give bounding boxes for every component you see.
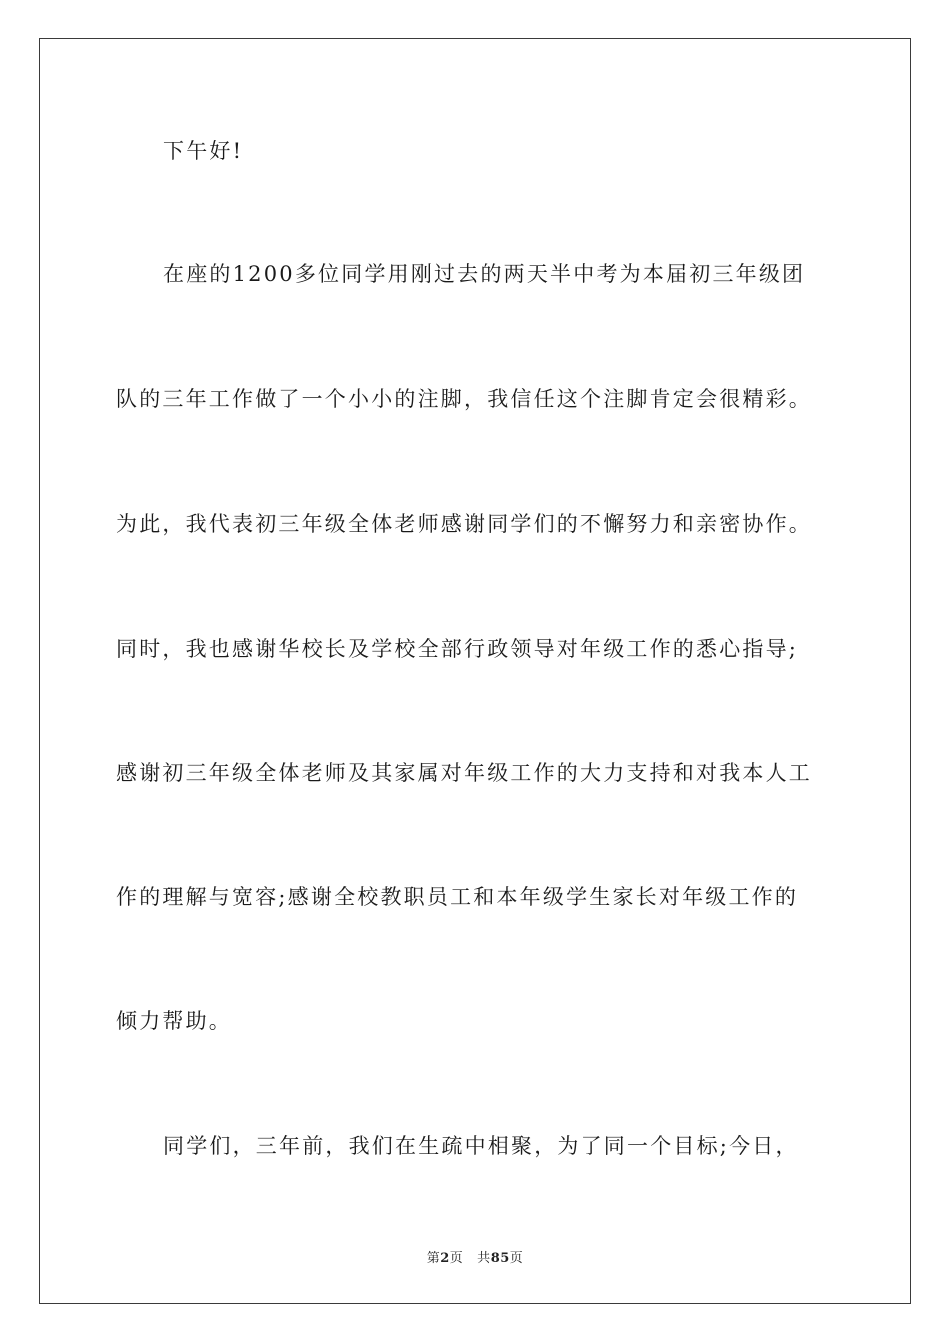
footer-page-prefix: 第: [426, 1251, 441, 1266]
text-line-5: 同时，我也感谢华校长及学校全部行政领导对年级工作的悉心指导;: [116, 637, 799, 661]
text-line-8: 倾力帮助。: [116, 1009, 232, 1033]
footer-page-suffix: 页: [449, 1251, 464, 1266]
footer-page-number: 2: [440, 1251, 450, 1266]
footer-total-pages: 85: [490, 1251, 510, 1266]
page-footer: [0, 1247, 950, 1266]
text-line-7: 作的理解与宽容;感谢全校教职员工和本年级学生家长对年级工作的: [116, 885, 799, 909]
text-line-6: 感谢初三年级全体老师及其家属对年级工作的大力支持和对我本人工: [116, 761, 812, 785]
text-line-1: 下午好!: [163, 139, 244, 163]
page-border: [39, 38, 911, 1304]
text-line-2: 在座的1200多位同学用刚过去的两天半中考为本届初三年级团: [163, 262, 806, 286]
text-line-4: 为此，我代表初三年级全体老师感谢同学们的不懈努力和亲密协作。: [116, 512, 812, 536]
footer-total-suffix: 页: [509, 1251, 524, 1266]
text-line-9: 同学们，三年前，我们在生疏中相聚，为了同一个目标;今日，: [163, 1134, 799, 1158]
footer-total-prefix: 共: [477, 1251, 491, 1266]
text-line-3: 队的三年工作做了一个小小的注脚，我信任这个注脚肯定会很精彩。: [116, 387, 812, 411]
